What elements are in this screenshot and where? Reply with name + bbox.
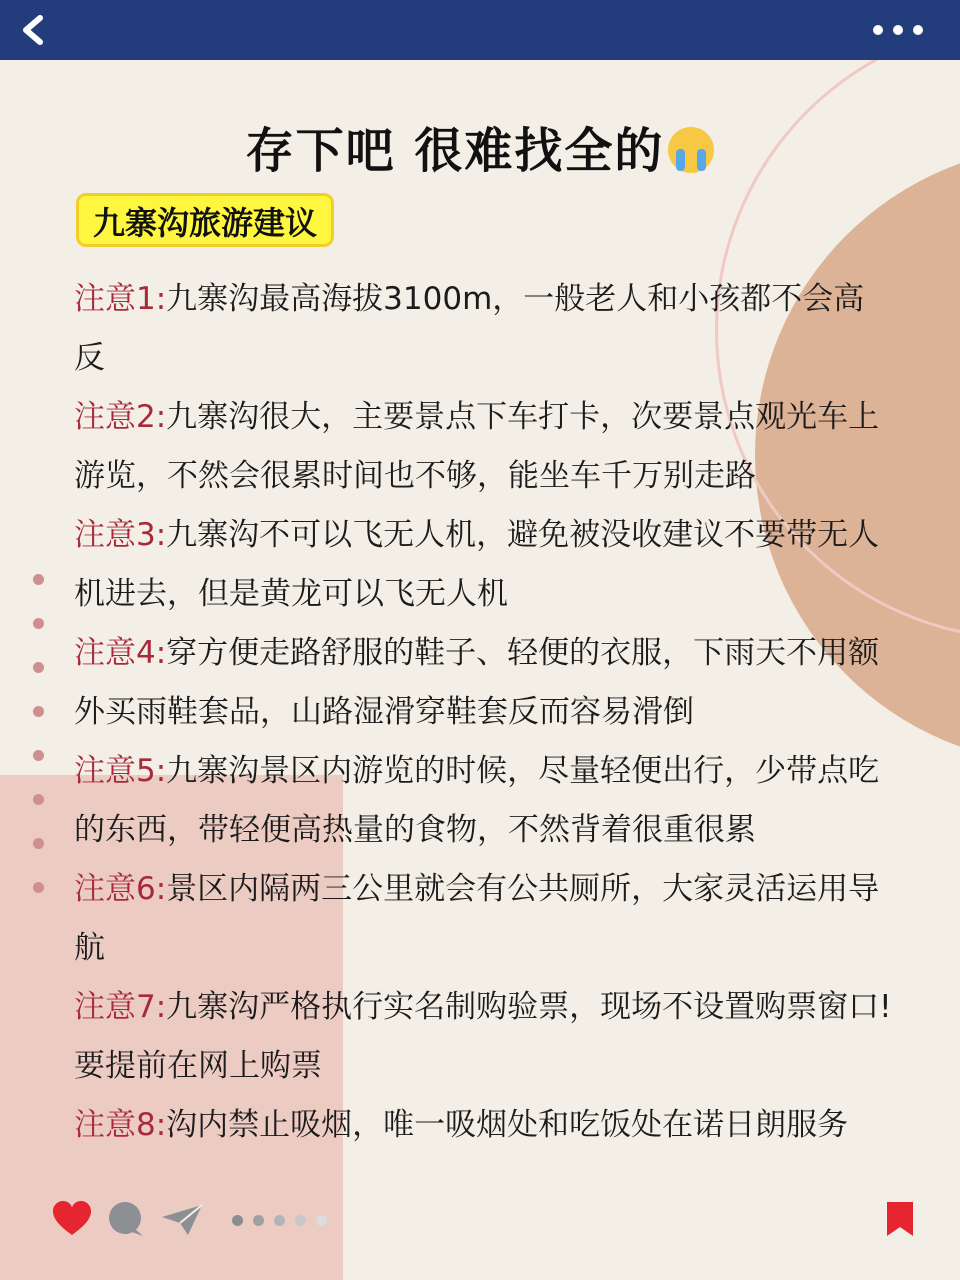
tip-text: 九寨沟严格执行实名制购验票，现场不设置购票窗口!要提前在网上购票 (74, 989, 892, 1084)
tip-item (74, 1096, 894, 1155)
tips-list (74, 270, 894, 1155)
comment-button[interactable] (108, 1201, 144, 1237)
decorative-dot (33, 574, 44, 585)
tip-label: 注意7: (74, 989, 167, 1025)
share-button[interactable] (160, 1203, 204, 1237)
tip-item (74, 270, 894, 388)
tip-item (74, 978, 894, 1096)
decorative-dot (33, 706, 44, 717)
decorative-dot (33, 662, 44, 673)
tip-item (74, 388, 894, 506)
tip-text: 景区内隔两三公里就会有公共厕所，大家灵活运用导航 (74, 871, 880, 966)
decorative-dot (33, 882, 44, 893)
heart-icon (52, 1199, 92, 1239)
decorative-dot (33, 618, 44, 629)
post-title (0, 112, 960, 181)
tip-label: 注意1: (74, 281, 167, 317)
chevron-left-icon (14, 12, 54, 48)
page-dot (253, 1215, 264, 1226)
tip-text: 沟内禁止吸烟，唯一吸烟处和吃饭处在诺日朗服务 (166, 1107, 849, 1143)
decorative-dot (33, 838, 44, 849)
tip-label: 注意6: (74, 871, 167, 907)
tip-item (74, 742, 894, 860)
tip-item (74, 506, 894, 624)
page-dot-active (232, 1215, 243, 1226)
tip-label: 注意4: (74, 635, 167, 671)
tip-label: 注意3: (74, 517, 167, 553)
more-dots-icon (870, 12, 930, 48)
tip-text: 穿方便走路舒服的鞋子、轻便的衣服，下雨天不用额外买雨鞋套品，山路湿滑穿鞋套反而容易滑倒 (74, 635, 880, 730)
section-tag: 九寨沟旅游建议 (76, 193, 334, 247)
tip-text: 九寨沟很大，主要景点下车打卡，次要景点观光车上游览，不然会很累时间也不够，能坐车千万别走路 (74, 399, 880, 494)
decorative-dot (33, 794, 44, 805)
page-dot (295, 1215, 306, 1226)
comment-bubble-icon (108, 1201, 144, 1237)
tip-text: 九寨沟不可以飞无人机，避免被没收建议不要带无人机进去，但是黄龙可以飞无人机 (74, 517, 880, 612)
tip-item (74, 624, 894, 742)
tip-label: 注意2: (74, 399, 167, 435)
bookmark-icon (886, 1201, 914, 1237)
page-dot (316, 1215, 327, 1226)
more-options-button[interactable] (870, 12, 930, 48)
page-dot (274, 1215, 285, 1226)
tip-text: 九寨沟景区内游览的时候，尽量轻便出行，少带点吃的东西，带轻便高热量的食物，不然背着很重很累 (74, 753, 880, 848)
bookmark-button[interactable] (886, 1201, 914, 1237)
post-title-text: 存下吧 很难找全的 (245, 123, 665, 179)
tip-text: 九寨沟最高海拔3100m，一般老人和小孩都不会高反 (74, 281, 865, 376)
top-bar (0, 0, 960, 60)
loudly-crying-face-icon (668, 127, 714, 173)
paper-plane-icon (160, 1203, 204, 1237)
like-button[interactable] (52, 1199, 92, 1239)
tip-label: 注意8: (74, 1107, 167, 1143)
back-button[interactable] (14, 12, 54, 48)
page-indicator (232, 1211, 337, 1225)
tip-label: 注意5: (74, 753, 167, 789)
tip-item (74, 860, 894, 978)
decorative-dot (33, 750, 44, 761)
bottom-action-bar (0, 1185, 960, 1255)
